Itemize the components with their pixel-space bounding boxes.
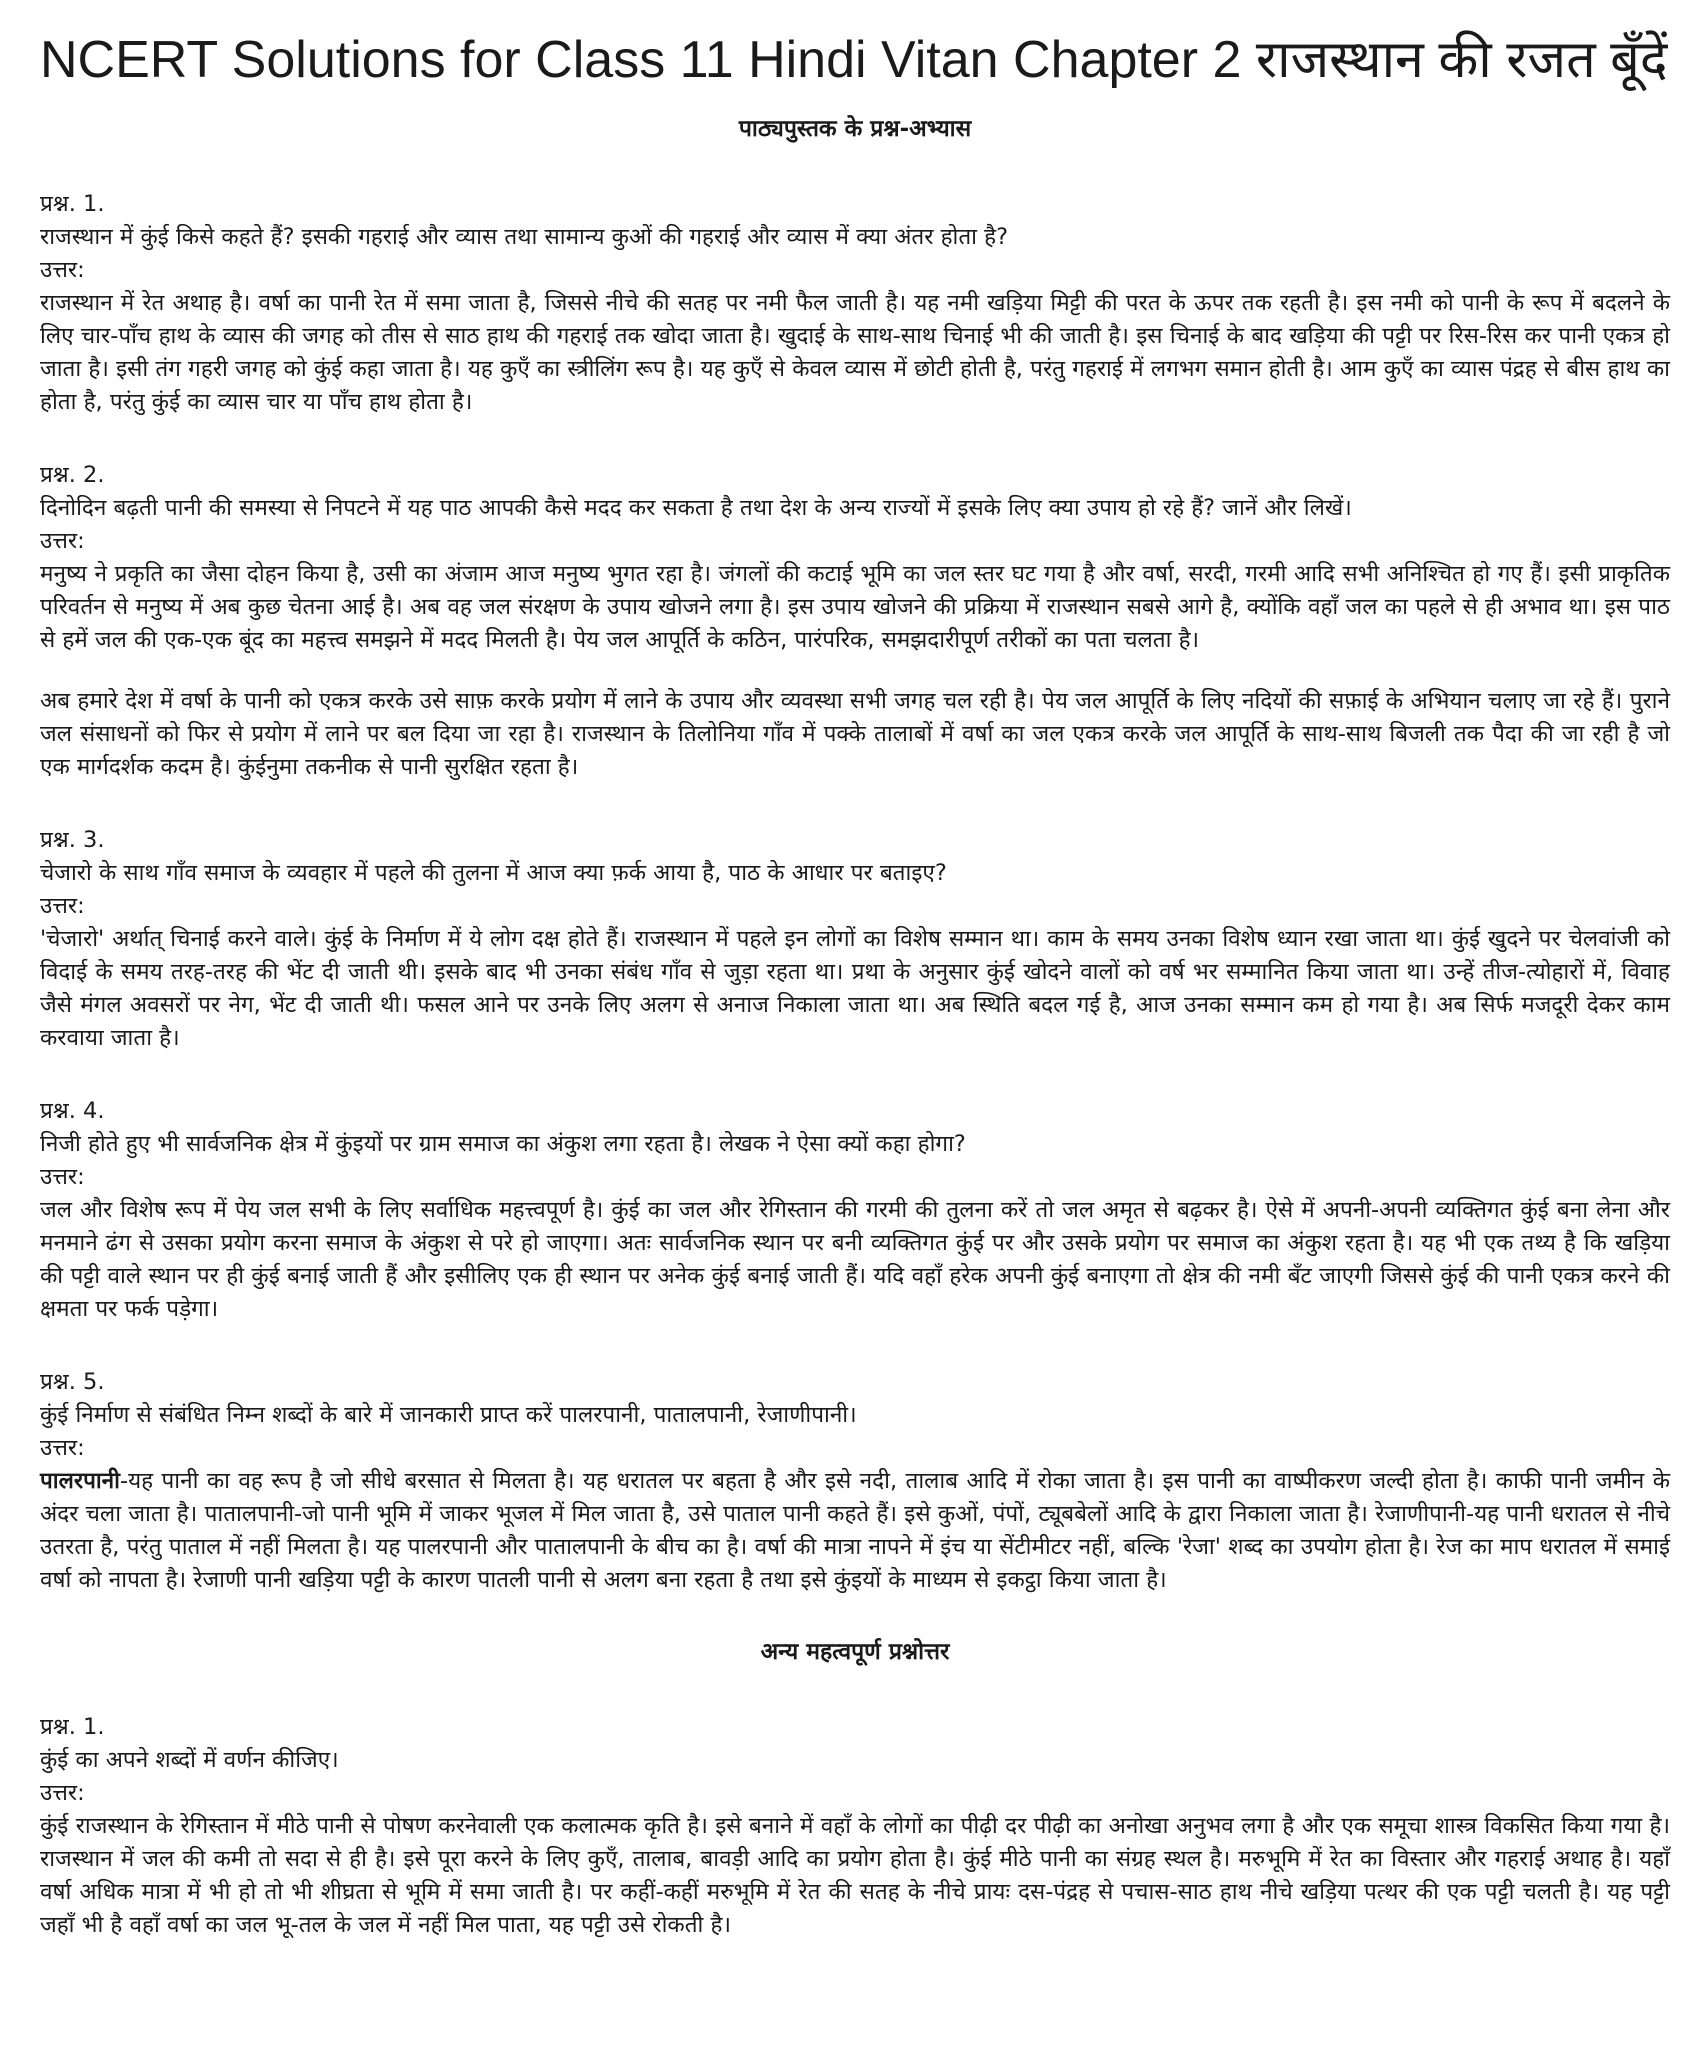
question-block-4 xyxy=(40,1095,1670,1326)
question-text: कुंई का अपने शब्दों में वर्णन कीजिए। xyxy=(40,1747,339,1773)
question-block-2 xyxy=(40,459,1670,784)
question-block-1 xyxy=(40,188,1670,419)
answer-paragraph: अब हमारे देश में वर्षा के पानी को एकत्र करके उसे साफ़ करके प्रयोग में लाने के उपाय और व्यवस्था सभी जगह चल रही है। पेय जल आपूर्ति के लिए नदियों की सफ़ाई के अभियान चलाए जा रहे हैं। पुराने जल संसाधनों को फिर से प्रयोग में लाने पर बल दिया जा रहा है। राजस्थान के तिलोनिया गाँव में पक्के तालाबों में वर्षा का जल एकत्र करके जल आपूर्ति के साथ-साथ बिजली तक पैदा की जा रही है जो एक मार्गदर्शक कदम है। कुंईनुमा तकनीक से पानी सुरक्षित रहता है। xyxy=(40,688,1670,780)
answer-label: उत्तर: xyxy=(40,528,85,554)
question-number: प्रश्न. 1. xyxy=(40,191,105,217)
question-block-extra-1 xyxy=(40,1711,1670,1942)
answer-label: उत्तर: xyxy=(40,257,85,283)
question-text: चेजारो के साथ गाँव समाज के व्यवहार में पहले की तुलना में आज क्या फ़र्क आया है, पाठ के आधार पर बताइए? xyxy=(40,860,947,886)
answer-text: -यह पानी का वह रूप है जो सीधे बरसात से मिलता है। यह धरातल पर बहता है और इसे नदी, तालाब आदि में रोका जाता है। इस पानी का वाष्पीकरण जल्दी होता है। काफी पानी जमीन के अंदर चला जाता है। पातालपानी-जो पानी भूमि में जाकर भूजल में मिल जाता है, उसे पाताल पानी कहते हैं। इसे कुओं, पंपों, ट्यूबबेलों आदि के द्वारा निकाला जाता है। रेजाणीपानी-यह पानी धरातल से नीचे उतरता है, परंतु पाताल में नहीं मिलता है। यह पालरपानी और पातालपानी के बीच का है। वर्षा की मात्रा नापने में इंच या सेंटीमीटर नहीं, बल्कि 'रेजा' शब्द का उपयोग होता है। रेज का माप धरातल में समाई वर्षा को नापता है। रेजाणी पानी खड़िया पट्टी के कारण पातली पानी से अलग बना रहता है तथा इसे कुंइयों के माध्यम से इकट्ठा किया जाता है। xyxy=(40,1468,1670,1593)
section-heading-important-qa: अन्य महत्वपूर्ण प्रश्नोत्तर xyxy=(760,1639,950,1665)
question-number: प्रश्न. 3. xyxy=(40,827,105,853)
question-number: प्रश्न. 1. xyxy=(40,1714,105,1740)
question-block-5 xyxy=(40,1366,1670,1597)
answer-paragraph: राजस्थान में रेत अथाह है। वर्षा का पानी रेत में समा जाता है, जिससे नीचे की सतह पर नमी फैल जाती है। यह नमी खड़िया मिट्टी की परत के ऊपर तक रहती है। इस नमी को पानी के रूप में बदलने के लिए चार-पाँच हाथ के व्यास की जगह को तीस से साठ हाथ की गहराई तक खोदा जाता है। खुदाई के साथ-साथ चिनाई भी की जाती है। इस चिनाई के बाद खड़िया की पट्टी पर रिस-रिस कर पानी एकत्र हो जाता है। इसी तंग गहरी जगह को कुंई कहा जाता है। यह कुएँ का स्त्रीलिंग रूप है। यह कुएँ से केवल व्यास में छोटी होती है, परंतु गहराई में लगभग समान होती है। आम कुएँ का व्यास पंद्रह से बीस हाथ का होता है, परंतु कुंई का व्यास चार या पाँच हाथ होता है। xyxy=(40,290,1670,415)
question-block-3 xyxy=(40,824,1670,1055)
section-heading-exercises: पाठ्यपुस्तक के प्रश्न-अभ्यास xyxy=(738,116,972,142)
bold-term: पालरपानी xyxy=(40,1468,120,1494)
question-text: दिनोदिन बढ़ती पानी की समस्या से निपटने में यह पाठ आपकी कैसे मदद कर सकता है तथा देश के अन्य राज्यों में इसके लिए क्या उपाय हो रहे हैं? जानें और लिखें। xyxy=(40,495,1352,521)
question-number: प्रश्न. 2. xyxy=(40,462,105,488)
question-number: प्रश्न. 5. xyxy=(40,1369,105,1395)
page-title: NCERT Solutions for Class 11 Hindi Vitan Chapter 2 राजस्थान की रजत बूँदें xyxy=(40,31,1668,89)
answer-label: उत्तर: xyxy=(40,1164,85,1190)
question-text: राजस्थान में कुंई किसे कहते हैं? इसकी गहराई और व्यास तथा सामान्य कुओं की गहराई और व्यास में क्या अंतर होता है? xyxy=(40,224,1009,250)
answer-paragraph: 'चेजारो' अर्थात् चिनाई करने वाले। कुंई के निर्माण में ये लोग दक्ष होते हैं। राजस्थान में पहले इन लोगों का विशेष सम्मान था। काम के समय उनका विशेष ध्यान रखा जाता था। कुंई खुदने पर चेलवांजी को विदाई के समय तरह-तरह की भेंट दी जाती थी। इसके बाद भी उनका संबंध गाँव से जुड़ा रहता था। प्रथा के अनुसार कुंई खोदने वालों को वर्ष भर सम्मानित किया जाता था। उन्हें तीज-त्योहारों में, विवाह जैसे मंगल अवसरों पर नेग, भेंट दी जाती थी। फसल आने पर उनके लिए अलग से अनाज निकाला जाता था। अब स्थिति बदल गई है, आज उनका सम्मान कम हो गया है। अब सिर्फ मजदूरी देकर काम करवाया जाता है। xyxy=(40,926,1670,1051)
answer-paragraph xyxy=(40,1465,1670,1597)
question-number: प्रश्न. 4. xyxy=(40,1098,105,1124)
document-page xyxy=(40,28,1670,1982)
answer-label: उत्तर: xyxy=(40,893,85,919)
question-text: निजी होते हुए भी सार्वजनिक क्षेत्र में कुंइयों पर ग्राम समाज का अंकुश लगा रहता है। लेखक ने ऐसा क्यों कहा होगा? xyxy=(40,1131,966,1157)
answer-paragraph: कुंई राजस्थान के रेगिस्तान में मीठे पानी से पोषण करनेवाली एक कलात्मक कृति है। इसे बनाने में वहाँ के लोगों का पीढ़ी दर पीढ़ी का अनोखा अनुभव लगा है और एक समूचा शास्त्र विकसित किया गया है। राजस्थान में जल की कमी तो सदा से ही है। इसे पूरा करने के लिए कुएँ, तालाब, बावड़ी आदि का प्रयोग होता है। कुंई मीठे पानी का संग्रह स्थल है। मरुभूमि में रेत का विस्तार और गहराई अथाह है। यहाँ वर्षा अधिक मात्रा में भी हो तो भी शीघ्रता से भूमि में समा जाती है। पर कहीं-कहीं मरुभूमि में रेत की सतह के नीचे प्रायः दस-पंद्रह से पचास-साठ हाथ नीचे खड़िया पत्थर की एक पट्टी चलती है। यह पट्टी जहाँ भी है वहाँ वर्षा का जल भू-तल के जल में नहीं मिल पाता, यह पट्टी उसे रोकती है। xyxy=(40,1813,1670,1938)
answer-paragraph: मनुष्य ने प्रकृति का जैसा दोहन किया है, उसी का अंजाम आज मनुष्य भुगत रहा है। जंगलों की कटाई भूमि का जल स्तर घट गया है और वर्षा, सरदी, गरमी आदि सभी अनिश्चित हो गए हैं। इसी प्राकृतिक परिवर्तन से मनुष्य में अब कुछ चेतना आई है। अब वह जल संरक्षण के उपाय खोजने लगा है। इस उपाय खोजने की प्रक्रिया में राजस्थान सबसे आगे है, क्योंकि वहाँ जल का पहले से ही अभाव था। इस पाठ से हमें जल की एक-एक बूंद का महत्त्व समझने में मदद मिलती है। पेय जल आपूर्ति के कठिन, पारंपरिक, समझदारीपूर्ण तरीकों का पता चलता है। xyxy=(40,561,1670,653)
answer-label: उत्तर: xyxy=(40,1780,85,1806)
question-text: कुंई निर्माण से संबंधित निम्न शब्दों के बारे में जानकारी प्राप्त करें पालरपानी, पातालपानी, रेजाणीपानी। xyxy=(40,1402,857,1428)
answer-label: उत्तर: xyxy=(40,1435,85,1461)
answer-paragraph: जल और विशेष रूप में पेय जल सभी के लिए सर्वाधिक महत्त्वपूर्ण है। कुंई का जल और रेगिस्तान की गरमी की तुलना करें तो जल अमृत से बढ़कर है। ऐसे में अपनी-अपनी व्यक्तिगत कुंई बना लेना और मनमाने ढंग से उसका प्रयोग करना समाज के अंकुश से परे हो जाएगा। अतः सार्वजनिक स्थान पर बनी व्यक्तिगत कुंई पर और उसके प्रयोग पर समाज का अंकुश रहता है। यह भी एक तथ्य है कि खड़िया की पट्टी वाले स्थान पर ही कुंई बनाई जाती हैं और इसीलिए एक ही स्थान पर अनेक कुंई बनाई जाती हैं। यदि वहाँ हरेक अपनी कुंई बनाएगा तो क्षेत्र की नमी बँट जाएगी जिससे कुंई की पानी एकत्र करने की क्षमता पर फर्क पड़ेगा। xyxy=(40,1197,1670,1322)
